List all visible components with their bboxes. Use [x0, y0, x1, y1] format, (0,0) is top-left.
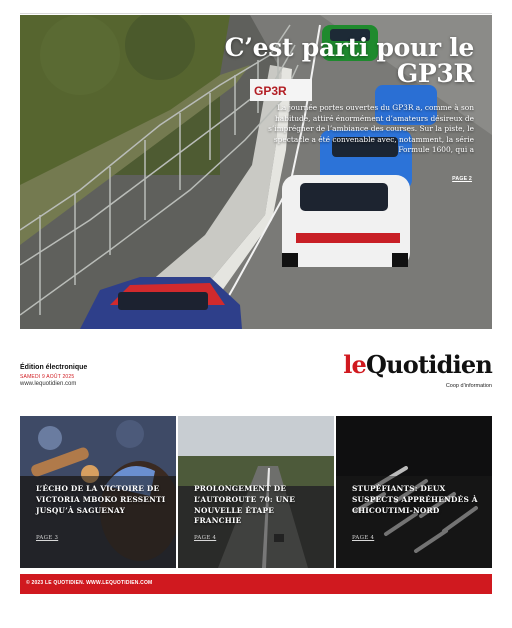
hero-page-link[interactable]: PAGE 2	[452, 176, 472, 182]
copyright-text: © 2023 LE QUOTIDIEN. WWW.LEQUOTIDIEN.COM	[26, 580, 153, 586]
tagline: Coop d’information	[445, 383, 492, 389]
hero-headline[interactable]: C’est parti pour le GP3R	[224, 33, 474, 88]
hero-feature[interactable]	[20, 15, 492, 329]
article-card-highway[interactable]	[178, 416, 334, 568]
le-quotidien-logo[interactable]	[343, 350, 492, 380]
footer-bar	[20, 574, 492, 594]
hero-summary: La journée portes ouvertes du GP3R a, comme à son habitude, attiré énormément d’amateurs désireux de s’imprégner de l’ambiance des courses. Sur la piste, le spectacle a été convenable avec, notamment, la série Formule 1600, qui a	[268, 103, 474, 155]
card-headline[interactable]: L’ÉCHO DE LA VICTOIRE DE VICTORIA MBOKO RESSENTI JUSQU’À SAGUENAY	[36, 484, 166, 515]
card-page-link[interactable]: PAGE 4	[352, 535, 375, 541]
edition-label: Édition électronique	[20, 364, 88, 371]
svg-text:GP3R: GP3R	[254, 84, 287, 98]
article-card-tennis[interactable]	[20, 416, 176, 568]
top-divider	[20, 13, 492, 14]
card-page-link[interactable]: PAGE 3	[36, 535, 59, 541]
card-page-link[interactable]: PAGE 4	[194, 535, 217, 541]
logo-main: Quotidien	[366, 350, 492, 379]
website-link[interactable]: www.lequotidien.com	[20, 381, 77, 387]
edition-date: SAMEDI 9 AOÛT 2025	[20, 374, 75, 380]
card-headline[interactable]: PROLONGEMENT DE L’AUTOROUTE 70: UNE NOUVELLE ÉTAPE FRANCHIE	[194, 484, 296, 526]
article-card-drugs[interactable]	[336, 416, 492, 568]
card-headline[interactable]: STUPÉFIANTS: DEUX SUSPECTS APPRÉHENDÉS À CHICOUTIMI-NORD	[352, 484, 478, 515]
logo-prefix: le	[343, 350, 367, 379]
